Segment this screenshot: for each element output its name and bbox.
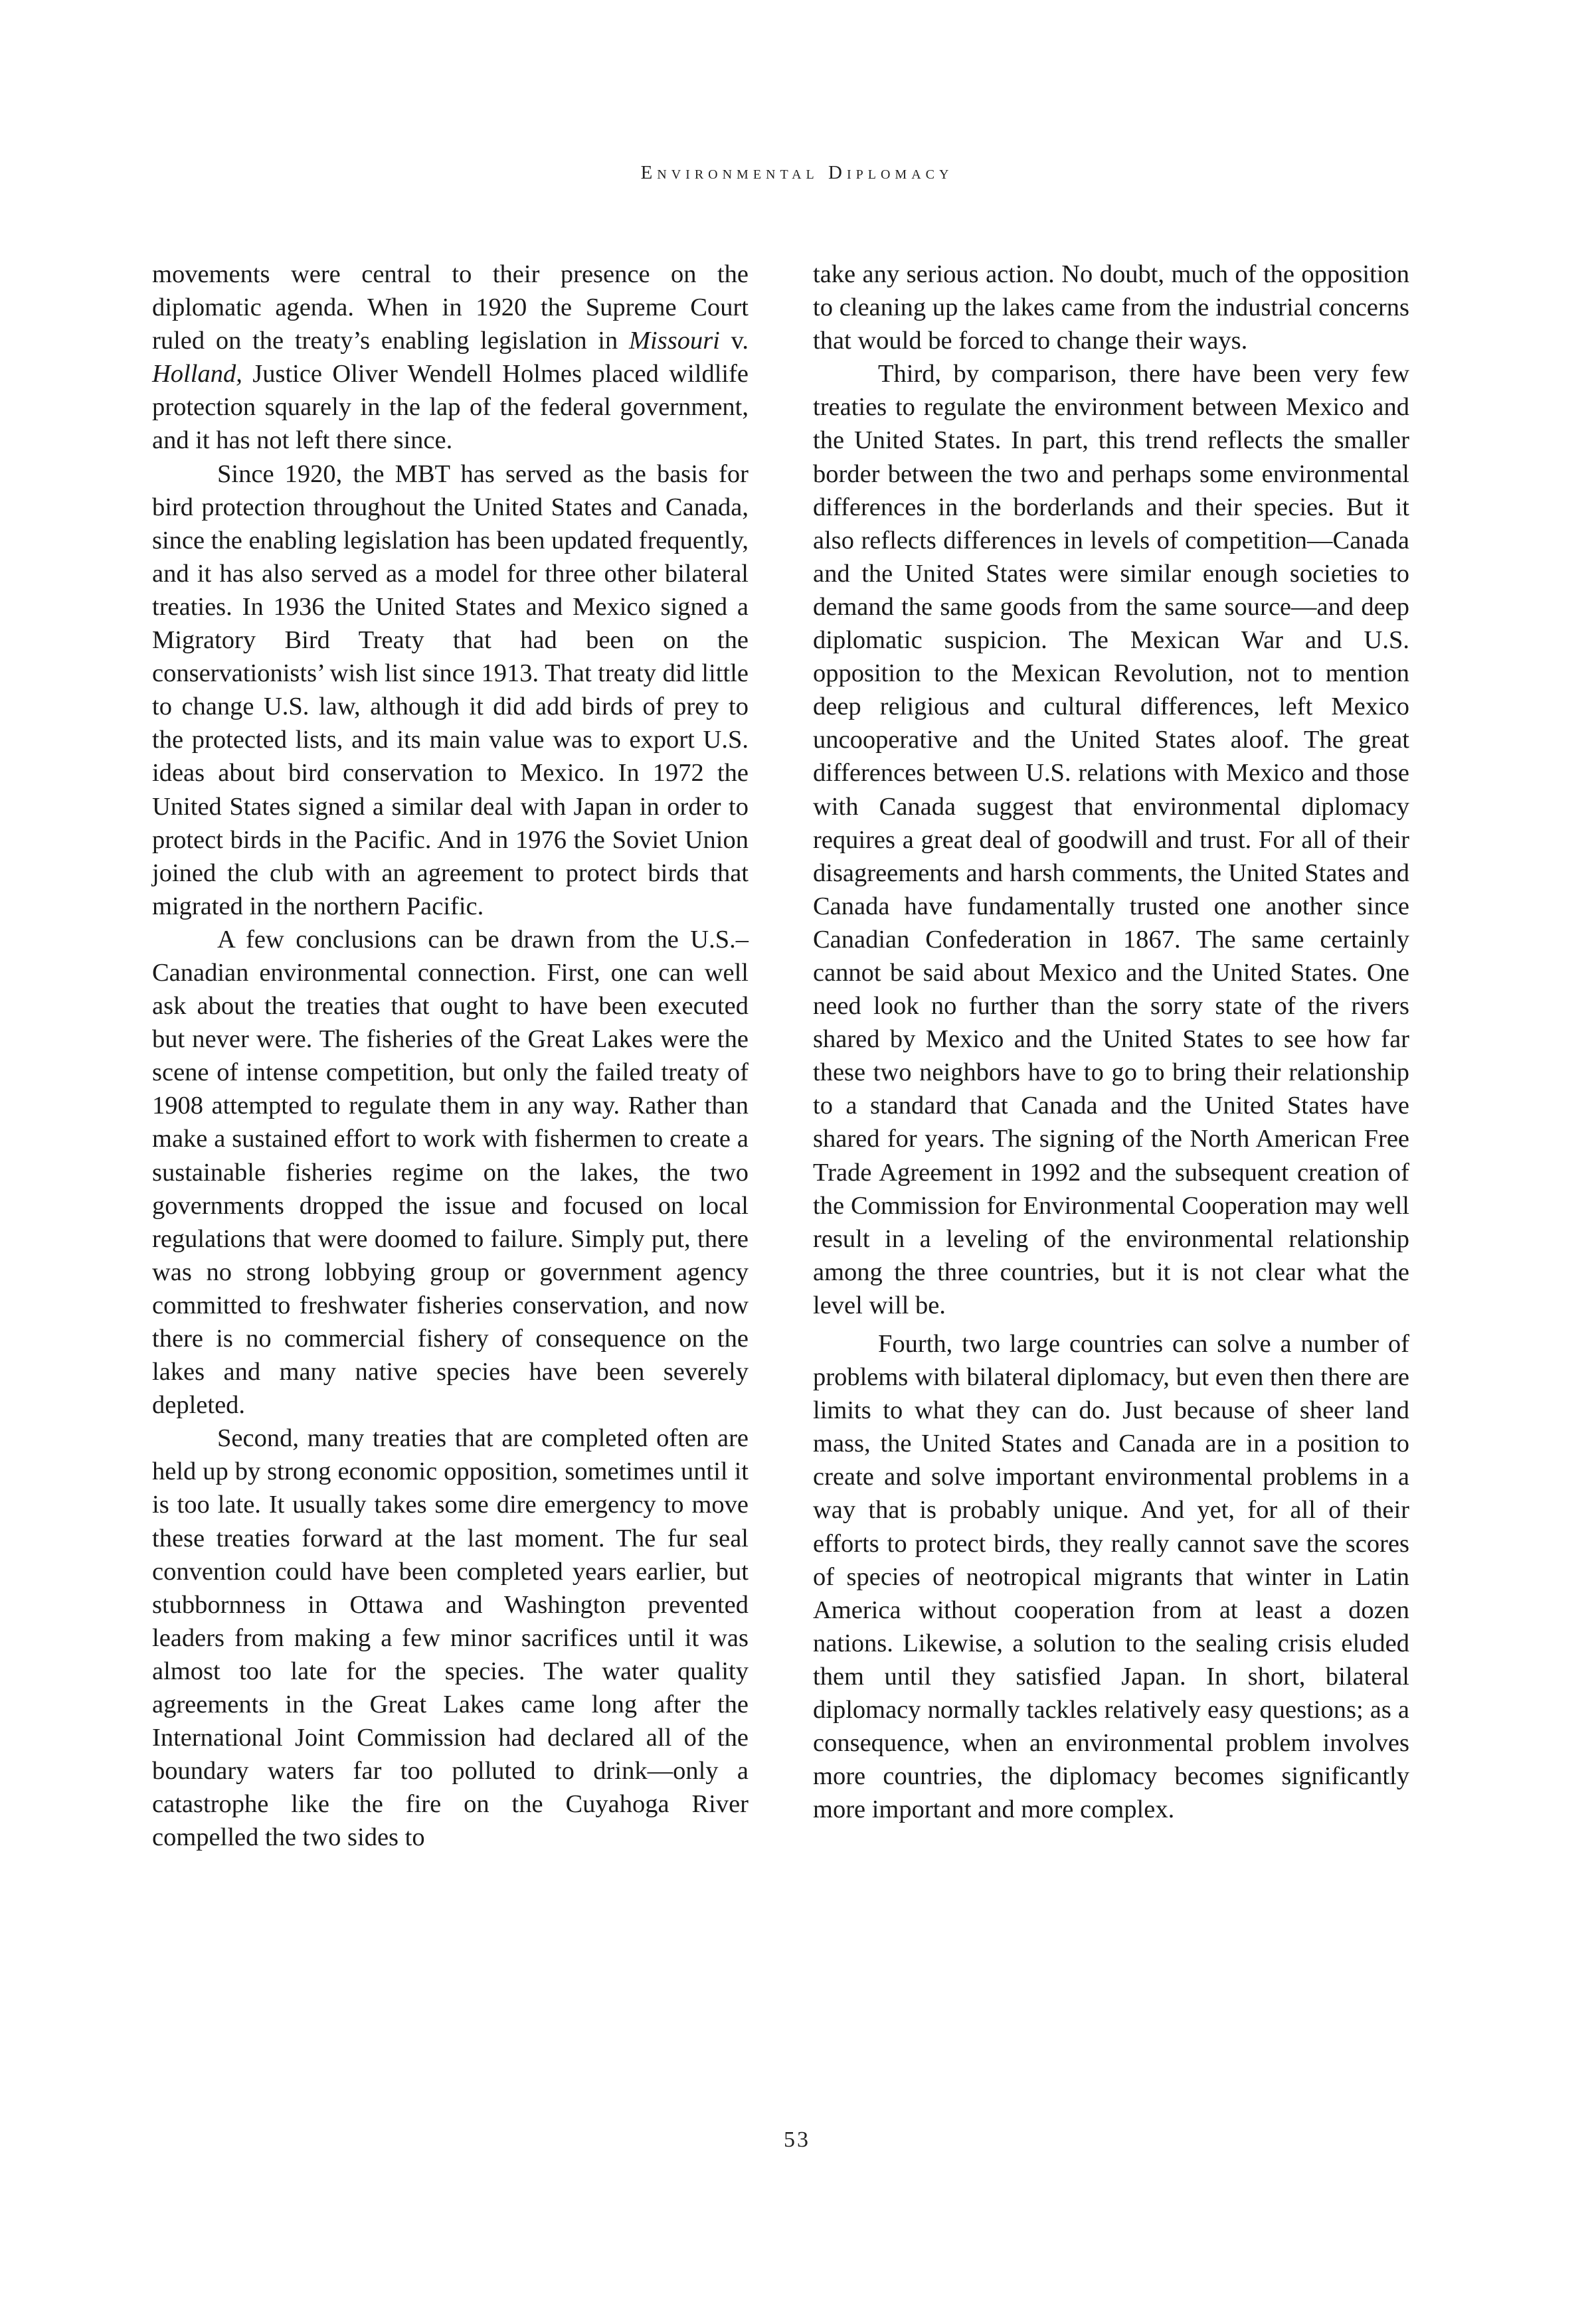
text-columns [152,258,1409,1855]
running-head: Environmental Diplomacy [640,162,954,183]
paragraph [152,258,749,457]
paragraph: Third, by comparison, there have been very few treaties to regulate the environment between Mexico and the United States. In part, this trend reflects the smaller border between the two and perhaps some environmental differences in the borderlands and their species. But it also reflects differences in levels of competition—Canada and the United States were similar enough societies to demand the same goods from the same source—and deep diplomatic suspicion. The Mexican War and U.S. opposition to the Mexican Revolution, not to mention deep religious and cultural differences, left Mexico uncooperative and the United States aloof. The great differences between U.S. relations with Mexico and those with Canada suggest that environmental diplomacy requires a great deal of goodwill and trust. For all of their disagreements and harsh comments, the United States and Canada have fundamentally trusted one another since Canadian Confederation in 1867. The same certainly cannot be said about Mexico and the United States. One need look no further than the sorry state of the rivers shared by Mexico and the United States to see how far these two neighbors have to go to bring their relationship to a standard that Canada and the United States have shared for years. The signing of the North American Free Trade Agreement in 1992 and the subsequent creation of the Commission for Environmental Cooperation may well result in a leveling of the environmental relationship among the three countries, but it is not clear what the level will be. [813,360,1409,1319]
paragraph-text: movements were central to their presence on the diplomatic agenda. When in 1920 the Supreme Court ruled on the treaty’s enabling legislation in [152,260,749,355]
left-column [152,258,749,1855]
page-number: 53 [784,2127,810,2152]
case-name-missouri: Missouri [628,327,720,355]
paragraph: take any serious action. No doubt, much of the opposition to cleaning up the lakes came from the industrial concerns that would be forced to change their ways. [813,260,1409,355]
case-name-holland: Holland, [152,360,242,388]
paragraph-text: Justice Oliver Wendell Holmes placed wildlife protection squarely in the lap of the federal government, and it has not left there since. [152,360,749,455]
paragraph: A few conclusions can be drawn from the U.S.–Canadian environmental connection. First, one can well ask about the treaties that ought to have been executed but never were. The fisheries of the Great Lakes were the scene of intense competition, but only the failed treaty of 1908 attempted to regulate them in any way. Rather than make a sustained effort to work with fishermen to create a sustainable fisheries regime on the lakes, the two governments dropped the issue and focused on local regulations that were doomed to failure. Simply put, there was no strong lobbying group or government agency committed to freshwater fisheries conservation, and now there is no commercial fishery of consequence on the lakes and many native species have been severely depleted. [152,925,749,1420]
paragraph: Since 1920, the MBT has served as the basis for bird protection throughout the United States and Canada, since the enabling legislation has been updated frequently, and it has also served as a model for three other bilateral treaties. In 1936 the United States and Mexico signed a Migratory Bird Treaty that had been on the conservationists’ wish list since 1913. That treaty did little to change U.S. law, although it did add birds of prey to the protected lists, and its main value was to export U.S. ideas about bird conservation to Mexico. In 1972 the United States signed a similar deal with Japan in order to protect birds in the Pacific. And in 1976 the Soviet Union joined the club with an agreement to protect birds that migrated in the northern Pacific. [152,459,749,920]
paragraph: Fourth, two large countries can solve a number of problems with bilateral diplomacy, but even then there are limits to what they can do. Just because of sheer land mass, the United States and Canada are in a position to create and solve important environmental problems in a way that is probably unique. And yet, for all of their efforts to protect birds, they really cannot save the scores of species of neotropical migrants that winter in Latin America without cooperation from at least a dozen nations. Likewise, a solution to the sealing crisis eluded them until they satisfied Japan. In short, bilateral diplomacy normally tackles relatively easy questions; as a consequence, when an environmental problem involves more countries, the diplomacy becomes significantly more important and more complex. [813,1330,1409,1824]
paragraph: Second, many treaties that are completed often are held up by strong economic opposition, sometimes until it is too late. It usually takes some dire emergency to move these treaties forward at the last moment. The fur seal convention could have been completed years earlier, but stubbornness in Ottawa and Washington prevented leaders from making a few minor sacrifices until it was almost too late for the species. The water quality agreements in the Great Lakes came long after the International Joint Commission had declared all of the boundary waters far too polluted to drink—only a catastrophe like the fire on the Cuyahoga River compelled the two sides to [152,1424,749,1852]
case-versus: v. [719,327,749,355]
right-column [813,258,1409,1855]
